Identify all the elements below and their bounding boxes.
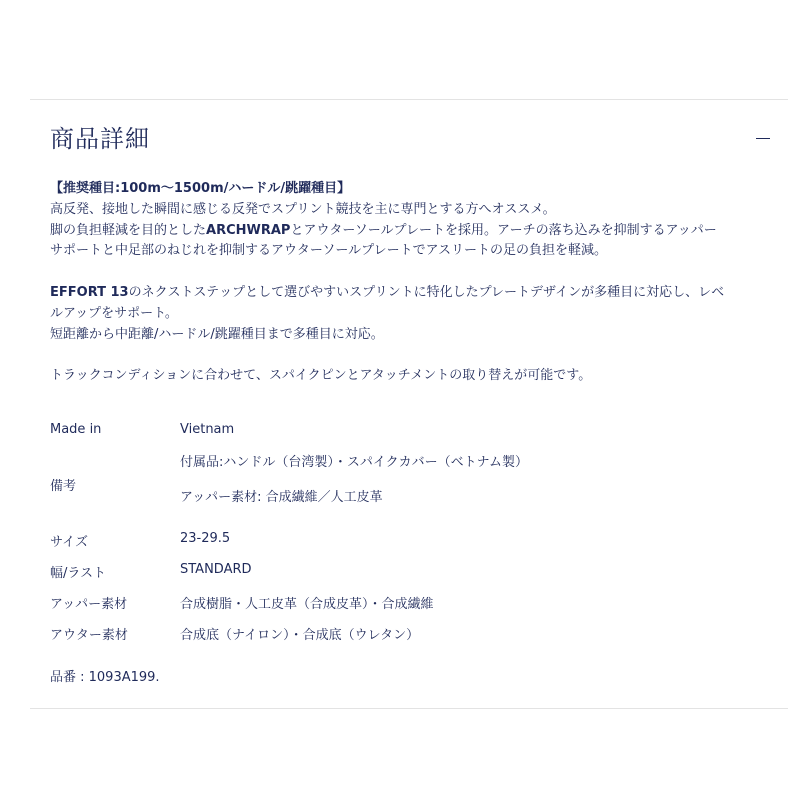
spec-label: 幅/ラスト bbox=[50, 566, 106, 581]
spec-label: 備考 bbox=[50, 479, 77, 494]
section-title: 商品詳細 bbox=[50, 125, 150, 153]
description-line: サポートと中足部のねじれを抑制するアウターソールプレートでアスリートの足の負担を軽減。 bbox=[50, 243, 608, 259]
description-line: 短距離から中距離/ハードル/跳躍種目まで多種目に対応。 bbox=[50, 326, 384, 342]
description-line: トラックコンディションに合わせて、スパイクピンとアタッチメントの取り替えが可能です。 bbox=[50, 368, 592, 384]
spec-label: サイズ bbox=[50, 535, 88, 550]
product-details-panel bbox=[30, 99, 788, 709]
spec-row-notes bbox=[50, 449, 770, 509]
description-line: 脚の負担軽減を目的としたARCHWRAPとアウターソールプレートを採用。アーチの落ち込みを抑制するアッパー bbox=[50, 222, 717, 238]
spec-value: 合成樹脂・人工皮革（合成皮革）・合成繊維 bbox=[180, 597, 434, 612]
collapse-icon[interactable] bbox=[756, 138, 770, 139]
spec-value: アッパー素材: 合成繊維／人工皮革 bbox=[180, 490, 383, 505]
part-number: 品番 : 1093A199. bbox=[50, 670, 160, 685]
spec-label: アウター素材 bbox=[50, 628, 128, 643]
description-line: ルアップをサポート。 bbox=[50, 305, 178, 321]
spec-value: 付属品:ハンドル（台湾製）・スパイクカバー（ベトナム製） bbox=[180, 455, 528, 470]
recommended-events-heading: 【推奨種目:100m～1500m/ハードル/跳躍種目】 bbox=[50, 181, 351, 196]
spec-label: アッパー素材 bbox=[50, 597, 128, 612]
spec-value: Vietnam bbox=[180, 422, 235, 437]
product-description bbox=[50, 179, 775, 387]
spec-value: 23-29.5 bbox=[180, 531, 231, 546]
description-line: 高反発、接地した瞬間に感じる反発でスプリント競技を主に専門とする方へオススメ。 bbox=[50, 201, 556, 217]
spec-value: 合成底（ナイロン）・合成底（ウレタン） bbox=[180, 628, 420, 643]
archwrap-label: ARCHWRAP bbox=[206, 222, 291, 238]
spec-label: Made in bbox=[50, 422, 102, 437]
effort-label: EFFORT 13 bbox=[50, 284, 129, 300]
description-line: EFFORT 13のネクストステップとして選びやすいスプリントに特化したプレートデザインが多種目に対応し、レベ bbox=[50, 284, 725, 300]
spec-value: STANDARD bbox=[180, 562, 252, 577]
product-details-header[interactable] bbox=[50, 124, 770, 154]
